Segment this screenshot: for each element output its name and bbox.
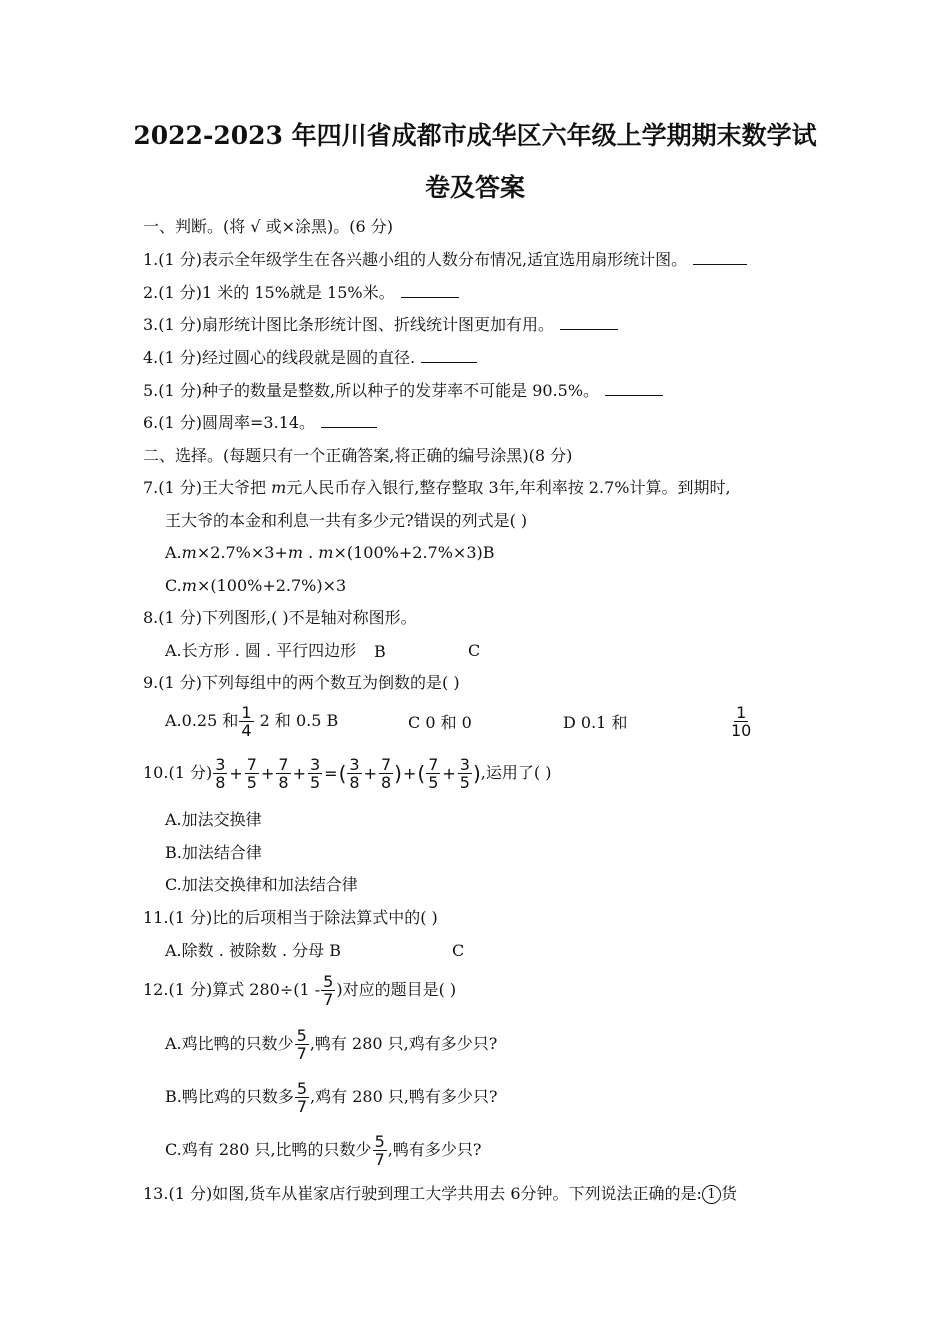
option-b-mark: B bbox=[374, 642, 386, 661]
question-8-options: A.长方形 . 圆 . 平行四边形 bbox=[165, 641, 357, 660]
question-4 bbox=[143, 348, 477, 368]
option-text: ×(100%+2.7%)×3 bbox=[196, 576, 347, 595]
question-11-stem: 11.(1 分)比的后项相当于除法算式中的( ) bbox=[143, 908, 438, 927]
fraction: $\frac{7}{8}$ bbox=[278, 755, 289, 792]
option-text: B.鸭比鸡的只数多 bbox=[165, 1087, 294, 1106]
question-2 bbox=[143, 283, 459, 303]
doc-title-line1: 2022-2023 年四川省成都市成华区六年级上学期期末数学试 bbox=[133, 121, 817, 150]
question-12-option-c bbox=[165, 1133, 481, 1168]
option-text: C.鸡有 280 只,比鸭的只数少 bbox=[165, 1140, 372, 1159]
fraction-one-tenth: $\frac{1}{10}$ bbox=[731, 703, 752, 740]
option-text: . bbox=[303, 543, 319, 562]
variable-m: m bbox=[181, 576, 197, 595]
question-9-option-d: D 0.1 和 bbox=[563, 713, 628, 732]
question-7-stem-part: 7.(1 分)王大爷把 bbox=[143, 478, 272, 497]
circled-number-1: 1 bbox=[702, 1185, 721, 1204]
fraction-five-sevenths: $\frac{5}{7}$ bbox=[323, 972, 334, 1009]
question-10-stem: 10.(1 分) $\frac{3}{8}$ + $\frac{7}{5}$ + $\frac{7}{8}$ + $\frac{3}{5}$ =( $\frac{3}{8}$ + $\frac{7}{8}$ )+( $\frac{7}{5}$ + $\frac{3}{5}$ ),运用了( ) bbox=[143, 755, 552, 792]
answer-blank[interactable] bbox=[605, 381, 663, 396]
question-2-text: 2.(1 分)1 米的 15%就是 15%米。 bbox=[143, 283, 395, 302]
question-7-stem bbox=[143, 478, 731, 498]
question-4-text: 4.(1 分)经过圆心的线段就是圆的直径. bbox=[143, 348, 416, 367]
option-text: 2 和 0.5 B bbox=[254, 711, 339, 730]
question-12-stem-part: 12.(1 分)算式 280÷(1 - bbox=[143, 980, 321, 999]
fraction: $\frac{7}{5}$ bbox=[428, 755, 439, 792]
answer-blank[interactable] bbox=[321, 413, 377, 428]
question-8-stem: 8.(1 分)下列图形,( )不是轴对称图形。 bbox=[143, 608, 417, 627]
fraction: $\frac{3}{8}$ bbox=[215, 755, 226, 792]
question-11-options: A.除数 . 被除数 . 分母 B bbox=[165, 941, 342, 960]
question-1 bbox=[143, 250, 747, 270]
variable-m: m bbox=[287, 543, 304, 562]
question-5-text: 5.(1 分)种子的数量是整数,所以种子的发芽率不可能是 90.5%。 bbox=[143, 381, 600, 400]
option-c-mark: C bbox=[452, 941, 465, 960]
question-9-options bbox=[165, 704, 338, 739]
fraction: $\frac{7}{8}$ bbox=[380, 755, 392, 792]
variable-m: m bbox=[271, 478, 287, 497]
question-10-suffix: ,运用了( ) bbox=[480, 763, 552, 782]
fraction-one-quarter: $\frac{1}{4}$ bbox=[241, 703, 252, 740]
fraction-five-sevenths: $\frac{5}{7}$ bbox=[296, 1026, 307, 1063]
question-10-option-b: B.加法结合律 bbox=[165, 843, 262, 862]
question-9-option-c: C 0 和 0 bbox=[408, 713, 472, 732]
question-12-option-a bbox=[165, 1027, 497, 1062]
option-text: A.0.25 和 bbox=[165, 711, 239, 730]
option-c-mark: C bbox=[468, 641, 481, 660]
question-12-stem bbox=[143, 973, 456, 1008]
question-6-text: 6.(1 分)圆周率=3.14。 bbox=[143, 413, 316, 432]
question-12-option-b bbox=[165, 1080, 498, 1115]
fraction: $\frac{3}{5}$ bbox=[459, 755, 470, 792]
variable-m: m bbox=[318, 543, 334, 562]
question-10-option-c: C.加法交换律和加法结合律 bbox=[165, 875, 358, 894]
option-label: A. bbox=[165, 543, 182, 562]
answer-blank[interactable] bbox=[421, 348, 477, 363]
question-12-stem-part: )对应的题目是( ) bbox=[336, 980, 457, 999]
question-7-stem-line2: 王大爷的本金和利息一共有多少元?错误的列式是( ) bbox=[165, 511, 528, 530]
doc-title-line2: 卷及答案 bbox=[424, 173, 525, 202]
variable-m: m bbox=[181, 543, 197, 562]
fraction: $\frac{3}{5}$ bbox=[309, 755, 321, 792]
answer-blank[interactable] bbox=[560, 315, 618, 330]
option-label: C. bbox=[165, 576, 182, 595]
option-text: ×2.7%×3+ bbox=[196, 543, 288, 562]
question-3 bbox=[143, 315, 618, 335]
question-7-options-ab bbox=[165, 543, 495, 563]
question-9-stem: 9.(1 分)下列每组中的两个数互为倒数的是( ) bbox=[143, 673, 460, 692]
option-text: ,鸭有多少只? bbox=[387, 1140, 482, 1159]
option-text: ×(100%+2.7%×3)B bbox=[333, 543, 495, 562]
answer-blank[interactable] bbox=[693, 250, 747, 265]
question-7-stem-part: 元人民币存入银行,整存整取 3年,年利率按 2.7%计算。到期时, bbox=[286, 478, 731, 497]
question-7-option-c bbox=[165, 576, 346, 596]
question-13-tail: 货 bbox=[720, 1184, 737, 1203]
fraction-five-sevenths: $\frac{5}{7}$ bbox=[296, 1079, 308, 1116]
question-3-text: 3.(1 分)扇形统计图比条形统计图、折线统计图更加有用。 bbox=[143, 315, 555, 334]
option-text: A.鸡比鸭的只数少 bbox=[165, 1034, 294, 1053]
section1-header: 一、判断。(将 √ 或×涂黑)。(6 分) bbox=[143, 217, 394, 236]
fraction: $\frac{3}{8}$ bbox=[349, 755, 360, 792]
section2-header: 二、选择。(每题只有一个正确答案,将正确的编号涂黑)(8 分) bbox=[143, 446, 573, 465]
question-10-prefix: 10.(1 分) bbox=[143, 763, 213, 782]
option-text: ,鸭有 280 只,鸡有多少只? bbox=[309, 1034, 498, 1053]
question-10-option-a: A.加法交换律 bbox=[165, 810, 262, 829]
fraction: $\frac{7}{5}$ bbox=[246, 755, 257, 792]
question-6 bbox=[143, 413, 377, 433]
answer-blank[interactable] bbox=[401, 283, 459, 298]
option-text: ,鸡有 280 只,鸭有多少只? bbox=[310, 1087, 498, 1106]
question-1-text: 1.(1 分)表示全年级学生在各兴趣小组的人数分布情况,适宜选用扇形统计图。 bbox=[143, 250, 688, 269]
fraction-five-sevenths: $\frac{5}{7}$ bbox=[374, 1132, 385, 1169]
question-5 bbox=[143, 381, 663, 401]
question-13-text: 13.(1 分)如图,货车从崔家店行驶到理工大学共用去 6分钟。下列说法正确的是: bbox=[143, 1184, 702, 1203]
question-13-stem bbox=[143, 1184, 737, 1204]
